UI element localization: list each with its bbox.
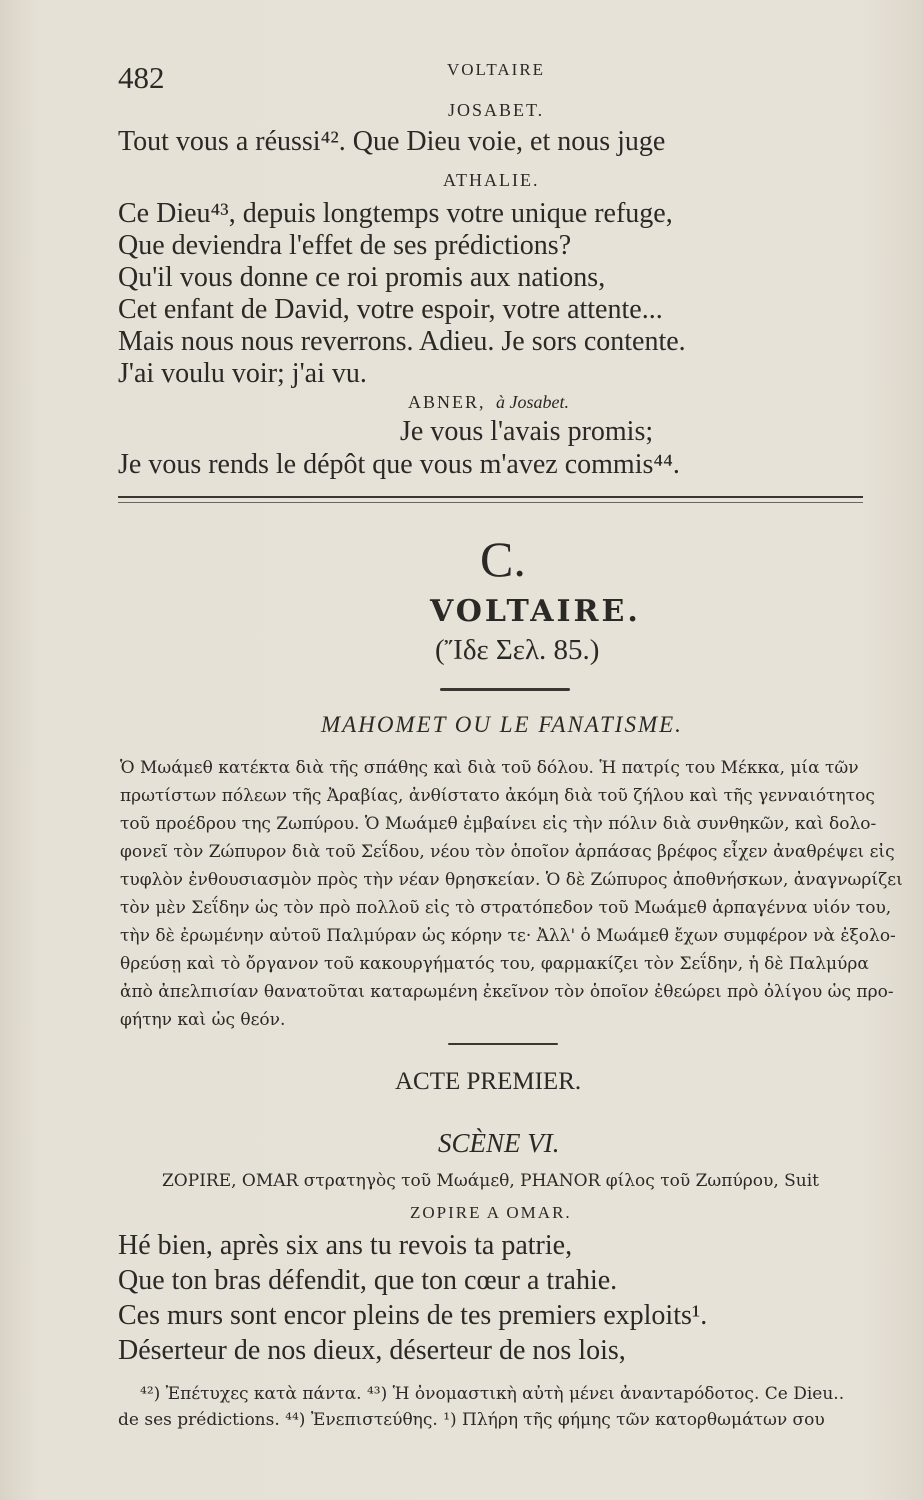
verse-line: Ce Dieu⁴³, depuis longtemps votre unique refuge, <box>118 198 673 229</box>
ornament-rule-small <box>448 1043 558 1045</box>
page-reference: (Ἴδε Σελ. 85.) <box>435 634 600 666</box>
verse-line: Que deviendra l'effet de ses prédictions? <box>118 230 572 261</box>
footnote-line: ⁴²) Ἐπέτυχες κατὰ πάντα. ⁴³) Ἡ ὀνομαστικὴ αὐτὴ μένει ἀναντapόδοτος. Ce Dieu.. <box>140 1384 845 1404</box>
speaker-abner-name: ABNER, <box>408 392 486 412</box>
verse-line: Que ton bras défendit, que ton cœur a trahie. <box>118 1265 618 1296</box>
act-heading: ACTE PREMIER. <box>395 1068 582 1095</box>
greek-summary-line: φήτην καὶ ὡς θεόν. <box>120 1010 286 1030</box>
greek-summary-line: πρωτίστων πόλεων τῆς Ἀραβίας, ἀνθίστατο ἀκόμη διὰ τοῦ ζήλου καὶ τῆς γενναιότητος <box>120 786 875 806</box>
author-heading: VOLTAIRE. <box>430 594 641 629</box>
greek-summary-line: τυφλὸν ἐνθουσιασμὸν πρὸς τὴν νέαν θρησκείαν. Ὁ δὲ Ζώπυρος ἀποθνήσκων, ἀναγνωρίζει <box>120 870 903 890</box>
section-letter: C. <box>480 531 526 587</box>
footnote-line: de ses prédictions. ⁴⁴) Ἐνεπιστεύθης. ¹) Πλήρη τῆς φήμης τῶν κατορθωμάτων σου <box>118 1410 825 1430</box>
ornament-rule <box>440 688 570 691</box>
verse-line: Je vous l'avais promis; <box>400 416 654 447</box>
verse-line: Tout vous a réussi⁴². Que Dieu voie, et nous juge <box>118 126 666 157</box>
speaker-josabet: JOSABET. <box>448 100 545 120</box>
play-title: MAHOMET OU LE FANATISME. <box>321 712 683 737</box>
verse-line: Hé bien, après six ans tu revois ta patrie, <box>118 1230 573 1261</box>
verse-line: Ces murs sont encor pleins de tes premiers exploits¹. <box>118 1300 708 1331</box>
greek-summary-line: θρεύσῃ καὶ τὸ ὄργανον τοῦ κακουργήματός του, φαρμακίζει τὸν Σεΐδην, ἡ δὲ Παλμύρα <box>120 954 869 974</box>
verse-line: Déserteur de nos dieux, déserteur de nos lois, <box>118 1335 626 1366</box>
greek-summary-line: τὴν δὲ ἐρωμένην αὐτοῦ Παλμύραν ὡς κόρην τε· Ἀλλ' ὁ Μωάμεθ ἔχων συμφέρον νὰ ἐξολο- <box>120 926 896 946</box>
verse-line: Mais nous nous reverrons. Adieu. Je sors contente. <box>118 326 686 357</box>
scene-heading: SCÈNE VI. <box>438 1128 560 1158</box>
speaker-abner <box>408 392 569 413</box>
running-title: VOLTAIRE <box>447 60 546 79</box>
greek-summary-line: φονεῖ τὸν Ζώπυρον διὰ τοῦ Σεΐδου, νέου τὸν ὁποῖον ἁρπάσας βρέφος εἶχεν ἀναθρέψει εἰς <box>120 842 895 862</box>
section-divider-thin <box>118 502 863 503</box>
greek-summary-line: τοῦ προέδρου της Ζωπύρου. Ὁ Μωάμεθ ἐμβαίνει εἰς τὴν πόλιν διὰ συνθηκῶν, καὶ δολο- <box>120 814 877 834</box>
verse-line: J'ai voulu voir; j'ai vu. <box>118 358 367 389</box>
greek-summary-line: τὸν μὲν Σεΐδην ὡς τὸν πρὸ πολλοῦ εἰς τὸ στρατόπεδον τοῦ Μωάμεθ ἁρπαγέννα υἱόν του, <box>120 898 892 918</box>
verse-line: Je vous rends le dépôt que vous m'avez commis⁴⁴. <box>118 449 680 480</box>
greek-summary-line: ἀπὸ ἀπελπισίαν θανατοῦται καταρωμένη ἐκεῖνον τὸν ὁποῖον ἐθεώρει πρὸ ὀλίγου ὡς προ- <box>120 982 894 1002</box>
page-number: 482 <box>118 60 165 95</box>
cast-list: ZOPIRE, OMAR στρατηγὸς τοῦ Μωάμεθ, PHANOR φίλος τοῦ Ζωπύρου, Suit <box>162 1171 820 1191</box>
speaker-zopire: ZOPIRE A OMAR. <box>410 1203 572 1222</box>
verse-line: Qu'il vous donne ce roi promis aux nations, <box>118 262 606 293</box>
greek-summary-line: Ὁ Μωάμεθ κατέκτα διὰ τῆς σπάθης καὶ διὰ τοῦ δόλου. Ἡ πατρίς του Μέκκα, μία τῶν <box>120 758 859 778</box>
stage-direction: à Josabet. <box>496 392 569 412</box>
speaker-athalie: ATHALIE. <box>443 170 540 190</box>
section-divider <box>118 496 863 498</box>
verse-line: Cet enfant de David, votre espoir, votre attente... <box>118 294 663 325</box>
